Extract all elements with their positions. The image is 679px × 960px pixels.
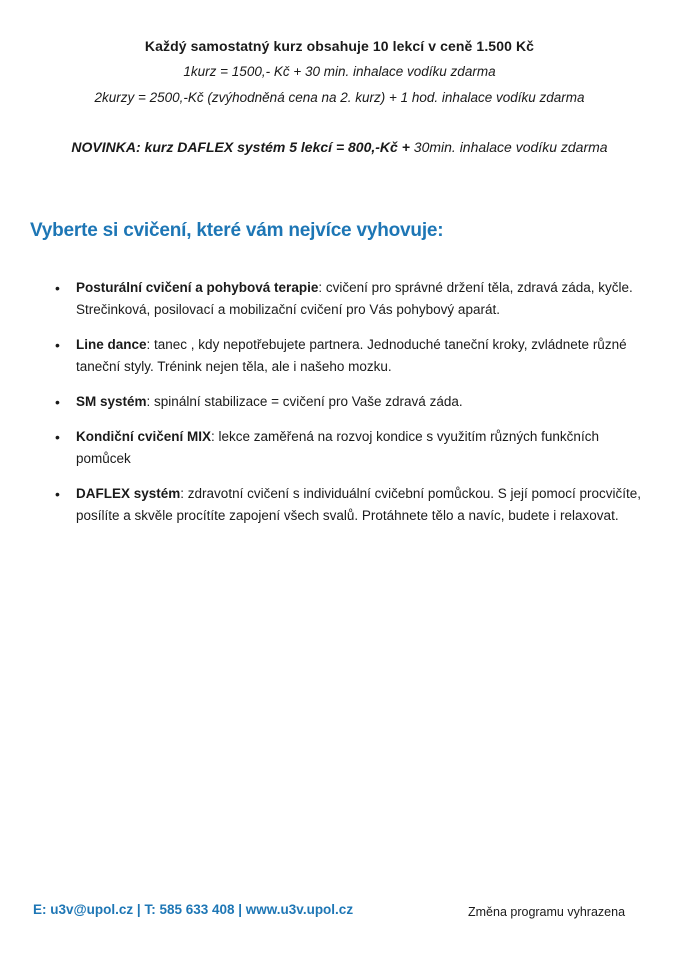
course-description: : spinální stabilizace = cvičení pro Vaše zdravá záda.	[146, 394, 463, 409]
course-name: Line dance	[76, 337, 147, 352]
list-item-postural	[55, 277, 645, 321]
novinka-line	[0, 139, 679, 155]
price-line-two-courses: 2kurzy = 2500,-Kč (zvýhodněná cena na 2. kurz) + 1 hod. inhalace vodíku zdarma	[94, 90, 585, 105]
list-item-line-dance	[55, 334, 645, 378]
novinka-bold-text: NOVINKA: kurz DAFLEX systém 5 lekcí = 800,-Kč +	[71, 139, 414, 155]
course-price-title: Každý samostatný kurz obsahuje 10 lekcí v ceně 1.500 Kč	[144, 38, 535, 54]
course-name: DAFLEX systém	[76, 486, 181, 501]
list-item-kondicni-mix	[55, 426, 645, 470]
course-name: Posturální cvičení a pohybová terapie	[76, 280, 319, 295]
course-name: SM systém	[76, 394, 147, 409]
list-item-sm-system	[55, 391, 645, 413]
course-list	[55, 277, 645, 540]
footer-contact-link[interactable]: E: u3v@upol.cz | T: 585 633 408 | www.u3v.upol.cz	[33, 902, 354, 917]
course-description: : lekce zaměřená na rozvoj kondice s využitím různých funkčních pomůcek	[76, 429, 599, 466]
price-line-one-course: 1kurz = 1500,- Kč + 30 min. inhalace vodíku zdarma	[183, 64, 496, 79]
course-description: : zdravotní cvičení s individuální cvičební pomůckou. S její pomocí procvičíte, posílíte a skvěle procítíte zapojení všech svalů. Protáhnete tělo a navíc, budete i relaxovat.	[76, 486, 642, 523]
footer-note: Změna programu vyhrazena	[468, 905, 626, 919]
section-heading: Vyberte si cvičení, které vám nejvíce vyhovuje:	[30, 220, 444, 241]
course-name: Kondiční cvičení MIX	[76, 429, 212, 444]
list-item-daflex	[55, 483, 645, 527]
course-description: : cvičení pro správné držení těla, zdravá záda, kyčle. Strečinková, posilovací a mobilizační cvičení pro Vás pohybový aparát.	[76, 280, 633, 317]
course-description: : tanec , kdy nepotřebujete partnera. Jednoduché taneční kroky, zvládnete různé taneční styly. Trénink nejen těla, ale i našeho mozku.	[76, 337, 627, 374]
novinka-italic-text: 30min. inhalace vodíku zdarma	[413, 139, 608, 155]
